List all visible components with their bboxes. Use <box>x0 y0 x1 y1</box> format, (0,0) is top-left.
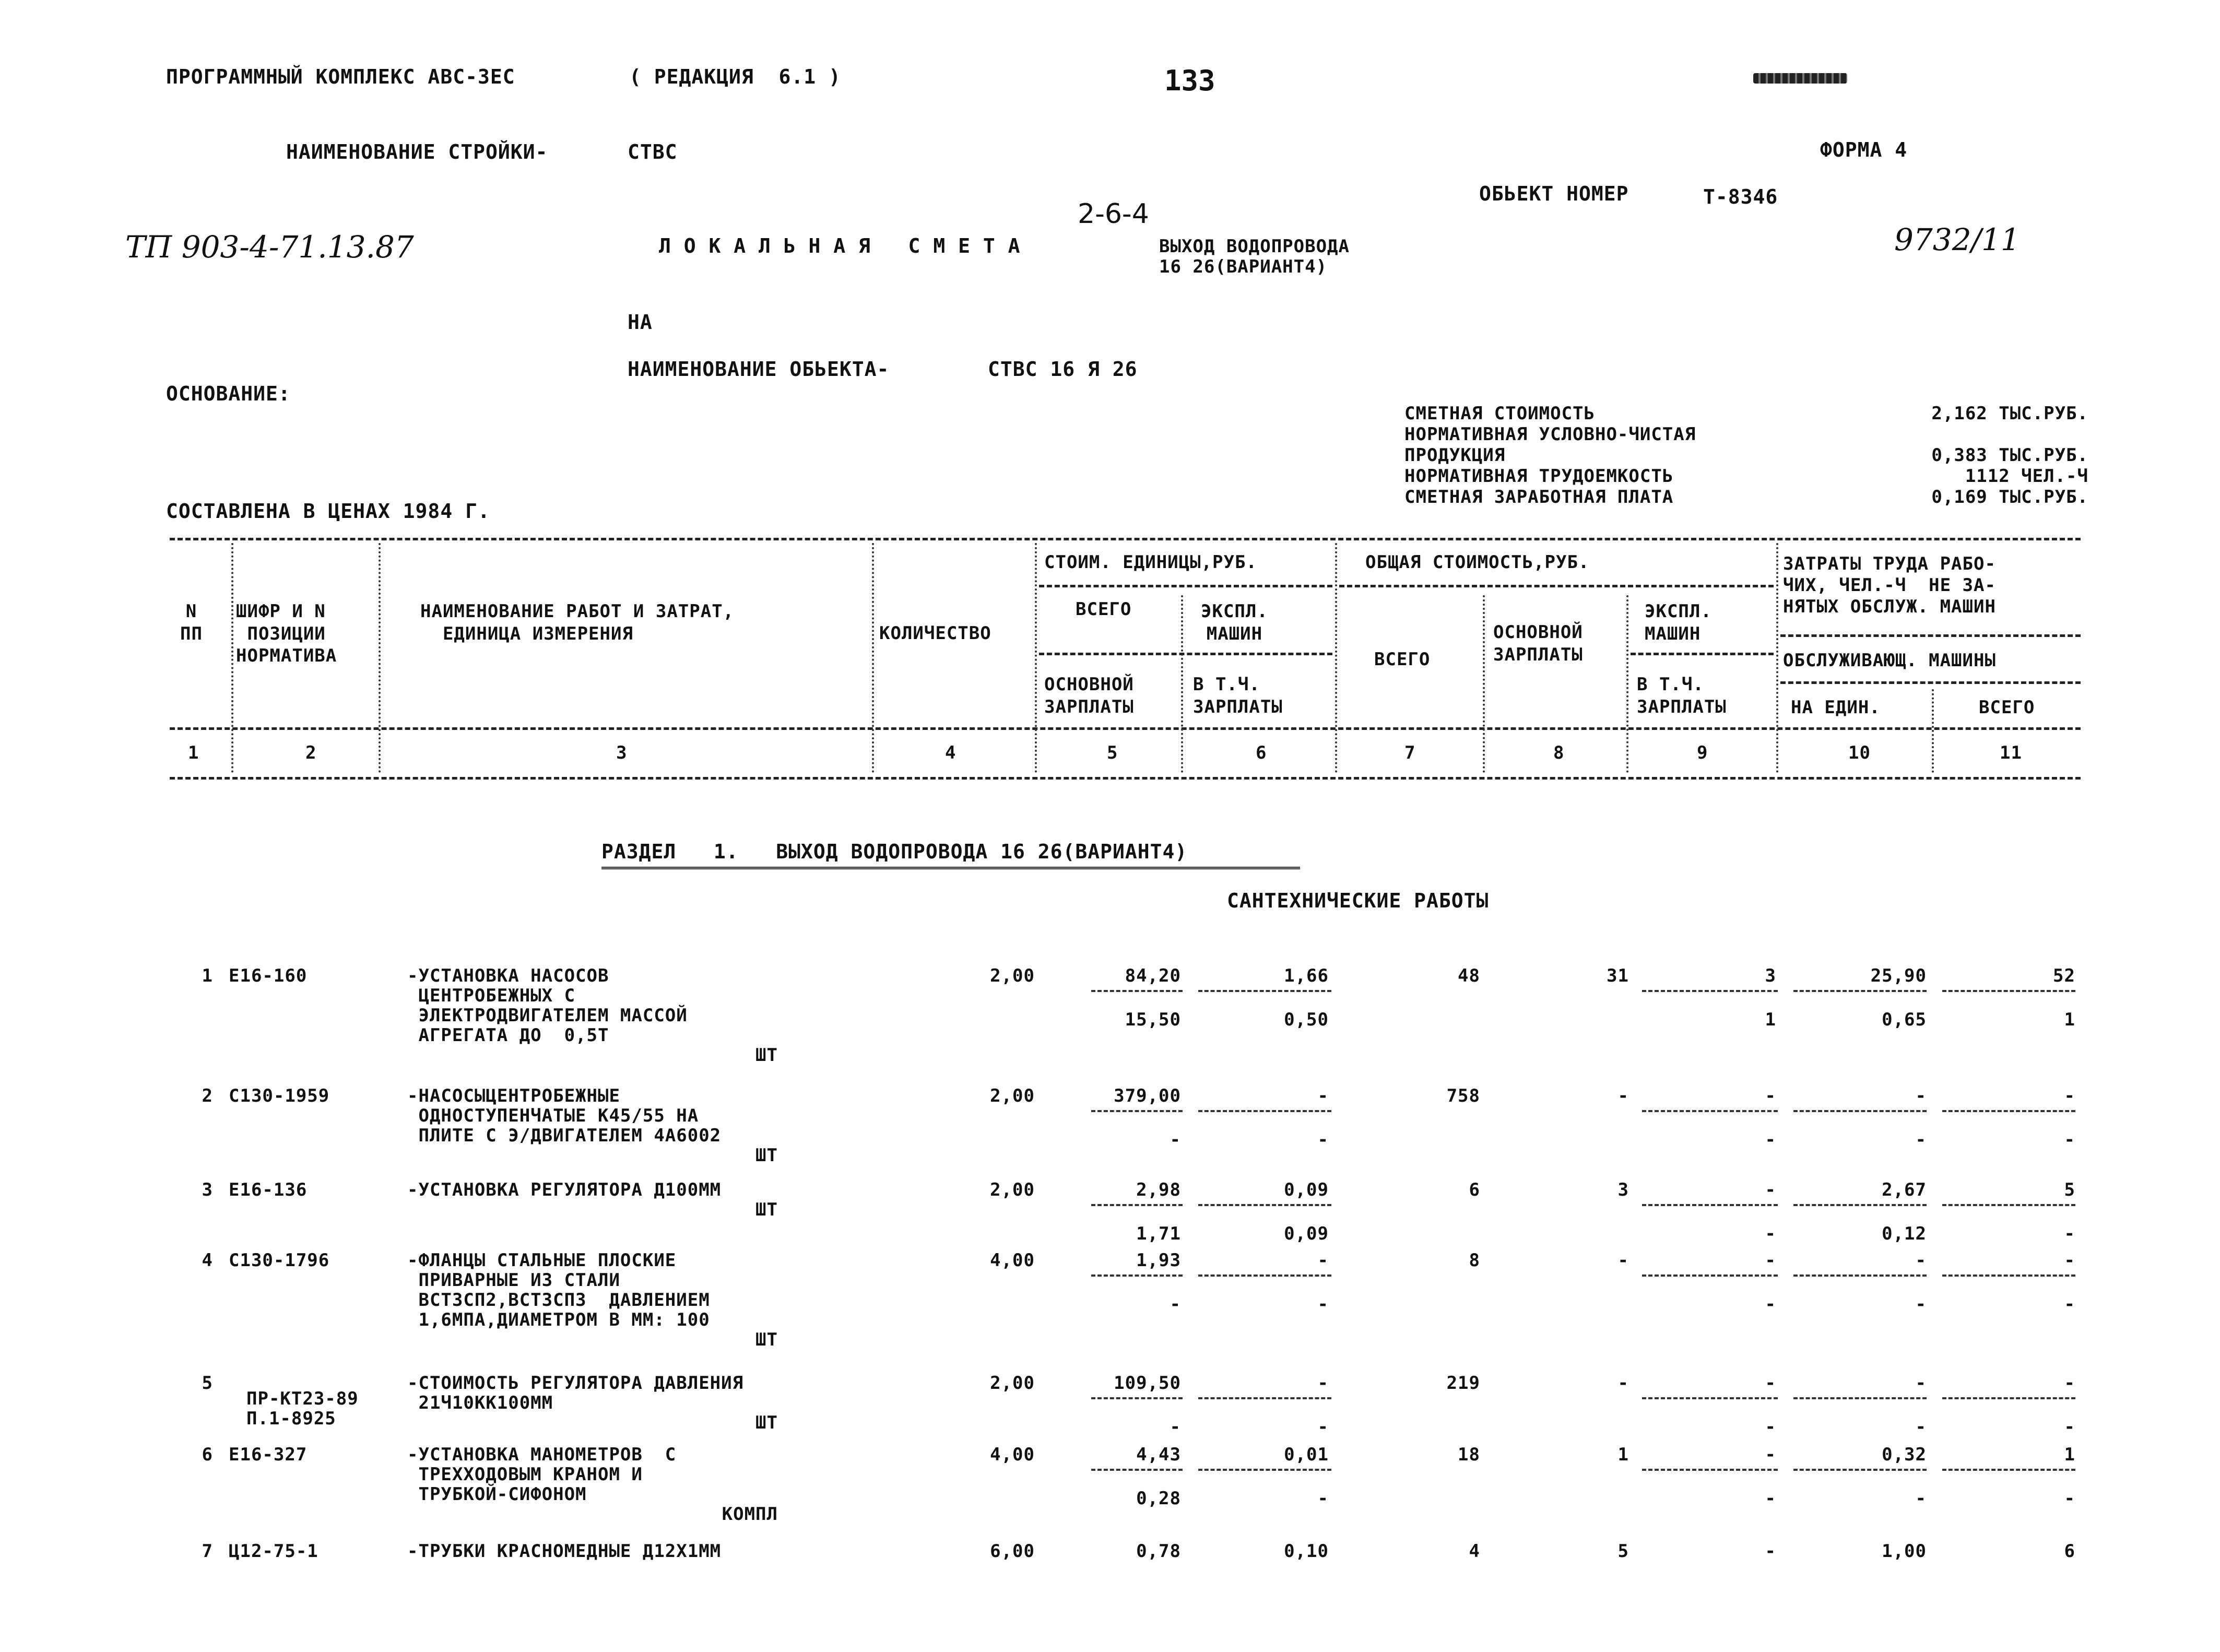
section-code: 2-6-4 <box>1078 198 1149 230</box>
row-name: -СТОИМОСТЬ РЕГУЛЯТОРА ДАВЛЕНИЯ 21Ч10КК100ММ <box>407 1373 744 1413</box>
row-machines: - <box>1765 1179 1776 1200</box>
summary-label: ПРОДУКЦИЯ <box>1404 445 1506 466</box>
summary-label: НОРМАТИВНАЯ УСЛОВНО-ЧИСТАЯ <box>1404 424 1696 445</box>
row-labor-total: 6 <box>2064 1541 2075 1562</box>
row-cell-underline <box>1091 1397 1183 1399</box>
row-cell-underline <box>1198 1110 1331 1112</box>
prices-note: СОСТАВЛЕНА В ЦЕНАХ 1984 Г. <box>166 500 490 523</box>
construction-value: СТВС <box>628 140 678 163</box>
row-unit-base-wage: - <box>1170 1294 1181 1315</box>
summary-label: СМЕТНАЯ ЗАРАБОТНАЯ ПЛАТА <box>1404 487 1674 508</box>
row-number: 2 <box>202 1085 213 1106</box>
row-incl-wage: - <box>1765 1294 1776 1315</box>
row-cell-underline <box>1091 1275 1183 1277</box>
column-number: 4 <box>945 742 957 763</box>
row-unit: ШТ <box>755 1199 778 1220</box>
row-number: 5 <box>202 1373 213 1394</box>
estimate-subject-1: ВЫХОД ВОДОПРОВОДА <box>1159 236 1350 257</box>
row-base-wage: 5 <box>1617 1541 1629 1562</box>
row-machines: - <box>1765 1444 1776 1465</box>
summary-block <box>1404 405 2088 509</box>
row-cell-underline <box>1091 1204 1183 1206</box>
row-name: -УСТАНОВКА НАСОСОВ ЦЕНТРОБЕЖНЫХ С ЭЛЕКТРОДВИГАТЕЛЕМ МАССОЙ АГРЕГАТА ДО 0,5Т <box>407 965 688 1046</box>
row-cell-underline <box>1198 990 1331 992</box>
row-cell-underline <box>1642 1204 1778 1206</box>
row-code: П.1-8925 <box>246 1408 336 1429</box>
total-machines-header: ЭКСПЛ. МАШИН <box>1645 601 1712 644</box>
row-unit-total: 109,50 <box>1114 1373 1181 1394</box>
row-base-wage: 3 <box>1617 1179 1629 1200</box>
column-number: 3 <box>616 742 628 763</box>
total-all-header: ВСЕГО <box>1374 649 1431 670</box>
row-cell-underline <box>1642 1110 1778 1112</box>
column-divider <box>1776 543 1778 773</box>
row-quantity: 2,00 <box>990 1179 1035 1200</box>
row-unit-base-wage: 1,71 <box>1136 1223 1181 1244</box>
unit-machines-header: ЭКСПЛ. МАШИН <box>1201 601 1268 644</box>
row-cell-underline <box>1942 990 2075 992</box>
row-labor-total: - <box>2064 1373 2075 1394</box>
row-labor-machine-unit: - <box>1915 1294 1927 1315</box>
column-number: 8 <box>1553 742 1565 763</box>
unit-total-header: ВСЕГО <box>1076 599 1132 620</box>
row-labor-total: - <box>2064 1085 2075 1106</box>
row-base-wage: - <box>1617 1250 1629 1271</box>
column-divider <box>1626 595 1628 773</box>
section-subtitle: САНТЕХНИЧЕСКИЕ РАБОТЫ <box>1227 889 1489 912</box>
page-number: 133 <box>1164 64 1215 97</box>
row-cell-underline <box>1198 1397 1331 1399</box>
row-quantity: 4,00 <box>990 1444 1035 1465</box>
total-incl-wage-header: В Т.Ч. ЗАРПЛАТЫ <box>1637 674 1727 717</box>
row-incl-wage: - <box>1765 1129 1776 1150</box>
row-unit-incl-wage: - <box>1317 1488 1329 1509</box>
row-incl-wage: - <box>1765 1223 1776 1244</box>
row-unit-incl-wage: - <box>1317 1294 1329 1315</box>
row-cell-underline <box>1642 1469 1778 1471</box>
row-labor-machine-unit: 0,65 <box>1882 1009 1927 1030</box>
form-number: ФОРМА 4 <box>1820 138 1908 161</box>
object-name-value: СТВС 16 Я 26 <box>988 358 1138 381</box>
header-bottom-rule <box>170 727 2081 730</box>
row-labor-unit: - <box>1915 1373 1927 1394</box>
row-cell-underline <box>1793 1397 1927 1399</box>
row-number: 4 <box>202 1250 213 1271</box>
row-total: 219 <box>1446 1373 1480 1394</box>
row-unit-machines: 0,09 <box>1284 1179 1329 1200</box>
row-cell-underline <box>1642 990 1778 992</box>
row-machines: - <box>1765 1085 1776 1106</box>
table-top-rule <box>170 538 2081 540</box>
row-name: -УСТАНОВКА РЕГУЛЯТОРА Д100ММ <box>407 1179 722 1200</box>
column-divider <box>1335 543 1337 773</box>
summary-row <box>1404 488 2088 509</box>
row-labor-total: 5 <box>2064 1179 2075 1200</box>
column-divider <box>1932 689 1934 773</box>
row-unit-total: 2,98 <box>1136 1179 1181 1200</box>
row-cell-underline <box>1198 1469 1331 1471</box>
row-machines: - <box>1765 1541 1776 1562</box>
row-code: С130-1959 <box>229 1085 330 1106</box>
row-quantity: 2,00 <box>990 1085 1035 1106</box>
row-total: 4 <box>1469 1541 1480 1562</box>
row-unit-incl-wage: 0,50 <box>1284 1009 1329 1030</box>
total-cost-group-rule <box>1339 585 1774 587</box>
labor-low-rule <box>1780 681 2081 684</box>
column-number: 11 <box>2000 742 2022 763</box>
column-divider <box>1035 543 1037 773</box>
row-unit: ШТ <box>755 1329 778 1350</box>
row-unit-base-wage: 15,50 <box>1125 1009 1181 1030</box>
row-number: 7 <box>202 1541 213 1562</box>
row-cell-underline <box>1942 1110 2075 1112</box>
row-quantity: 2,00 <box>990 1373 1035 1394</box>
column-divider <box>872 543 874 773</box>
row-code: Е16-327 <box>229 1444 308 1465</box>
row-unit-total: 84,20 <box>1125 965 1181 986</box>
construction-label: НАИМЕНОВАНИЕ СТРОЙКИ- <box>286 140 548 163</box>
summary-label: СМЕТНАЯ СТОИМОСТЬ <box>1404 403 1595 424</box>
row-unit-base-wage: - <box>1170 1417 1181 1437</box>
row-cell-underline <box>1793 1469 1927 1471</box>
row-base-wage: - <box>1617 1373 1629 1394</box>
column-number: 7 <box>1404 742 1416 763</box>
row-labor-unit: 1,00 <box>1882 1541 1927 1562</box>
row-cell-underline <box>1793 990 1927 992</box>
row-machines: - <box>1765 1250 1776 1271</box>
total-cost-group-header: ОБЩАЯ СТОИМОСТЬ,РУБ. <box>1365 552 1590 573</box>
row-cell-underline <box>1642 1397 1778 1399</box>
row-total: 18 <box>1458 1444 1480 1465</box>
row-code: Ц12-75-1 <box>229 1541 318 1562</box>
row-machines: 3 <box>1765 965 1776 986</box>
row-unit-machines: - <box>1317 1373 1329 1394</box>
row-labor-total: 52 <box>2053 965 2075 986</box>
row-labor-machine-total: - <box>2064 1488 2075 1509</box>
row-cell-underline <box>1793 1275 1927 1277</box>
row-name: -НАСОСЫЦЕНТРОБЕЖНЫЕ ОДНОСТУПЕНЧАТЫЕ К45/55 НА ПЛИТЕ С Э/ДВИГАТЕЛЕМ 4А6002 <box>407 1085 722 1146</box>
row-total: 48 <box>1458 965 1480 986</box>
ref-handwritten: 9732/11 <box>1894 222 2020 257</box>
row-base-wage: - <box>1617 1085 1629 1106</box>
row-unit: КОМПЛ <box>722 1504 778 1525</box>
row-labor-machine-unit: - <box>1915 1417 1927 1437</box>
total-base-wage-header: ОСНОВНОЙ ЗАРПЛАТЫ <box>1493 622 1583 665</box>
column-number: 9 <box>1697 742 1708 763</box>
col-name-header: НАИМЕНОВАНИЕ РАБОТ И ЗАТРАТ, ЕДИНИЦА ИЗМЕРЕНИЯ <box>420 601 735 644</box>
row-cell-underline <box>1942 1204 2075 1206</box>
row-unit-total: 4,43 <box>1136 1444 1181 1465</box>
column-number: 10 <box>1848 742 1871 763</box>
summary-row <box>1404 467 2088 488</box>
total-machines-mid-rule <box>1631 653 1774 655</box>
row-incl-wage: - <box>1765 1488 1776 1509</box>
program-name: ПРОГРАММНЫЙ КОМПЛЕКС АВС-ЗЕС <box>166 65 515 88</box>
tp-handwritten: ТП 903-4-71.13.87 <box>125 229 414 265</box>
row-cell-underline <box>1091 1469 1183 1471</box>
numbers-bottom-rule <box>170 777 2081 780</box>
on-label: НА <box>628 311 653 334</box>
unit-base-wage-header: ОСНОВНОЙ ЗАРПЛАТЫ <box>1044 674 1134 717</box>
object-name-label: НАИМЕНОВАНИЕ ОБЬЕКТА- <box>628 358 890 381</box>
unit-cost-group-rule <box>1039 585 1332 587</box>
row-labor-machine-total: - <box>2064 1223 2075 1244</box>
labor-unit-header: НА ЕДИН. <box>1791 697 1881 718</box>
column-divider <box>231 543 233 773</box>
row-number: 6 <box>202 1444 213 1465</box>
row-labor-machine-unit: 0,12 <box>1882 1223 1927 1244</box>
summary-row <box>1404 426 2088 446</box>
row-code: ПР-КТ23-89 <box>246 1388 359 1409</box>
row-code: Е16-160 <box>229 965 308 986</box>
row-unit: ШТ <box>755 1145 778 1166</box>
row-name: -ТРУБКИ КРАСНОМЕДНЫЕ Д12Х1ММ <box>407 1541 722 1562</box>
row-incl-wage: 1 <box>1765 1009 1776 1030</box>
row-cell-underline <box>1642 1275 1778 1277</box>
labor-total-header: ВСЕГО <box>1979 697 2035 718</box>
col-code-header: ШИФР И N ПОЗИЦИИ НОРМАТИВА <box>236 601 337 666</box>
summary-value: 0,383 ТЫС.РУБ. <box>1931 445 2088 466</box>
column-number: 1 <box>188 742 199 763</box>
row-number: 3 <box>202 1179 213 1200</box>
summary-value: 1112 ЧЕЛ.-Ч <box>1965 466 2088 487</box>
row-labor-unit: 25,90 <box>1870 965 1927 986</box>
summary-value: 0,169 ТЫС.РУБ. <box>1931 487 2088 508</box>
row-unit: ШТ <box>755 1045 778 1066</box>
row-labor-total: - <box>2064 1250 2075 1271</box>
row-cell-underline <box>1198 1204 1331 1206</box>
summary-row <box>1404 446 2088 467</box>
column-number: 5 <box>1107 742 1118 763</box>
row-quantity: 6,00 <box>990 1541 1035 1562</box>
row-labor-unit: - <box>1915 1250 1927 1271</box>
row-unit-base-wage: 0,28 <box>1136 1488 1181 1509</box>
row-labor-machine-total: - <box>2064 1294 2075 1315</box>
row-base-wage: 1 <box>1617 1444 1629 1465</box>
row-unit-incl-wage: - <box>1317 1129 1329 1150</box>
row-unit-incl-wage: - <box>1317 1417 1329 1437</box>
row-unit-machines: - <box>1317 1085 1329 1106</box>
row-labor-unit: 2,67 <box>1882 1179 1927 1200</box>
row-unit-total: 379,00 <box>1114 1085 1181 1106</box>
summary-value: 2,162 ТЫС.РУБ. <box>1931 403 2088 424</box>
row-unit-machines: 0,01 <box>1284 1444 1329 1465</box>
row-number: 1 <box>202 965 213 986</box>
row-cell-underline <box>1793 1204 1927 1206</box>
object-number-value: Т-8346 <box>1703 185 1778 208</box>
row-name: -УСТАНОВКА МАНОМЕТРОВ С ТРЕХХОДОВЫМ КРАНОМ И ТРУБКОЙ-СИФОНОМ <box>407 1444 677 1505</box>
row-cell-underline <box>1942 1275 2075 1277</box>
row-unit-total: 1,93 <box>1136 1250 1181 1271</box>
section-title-underline <box>601 867 1300 871</box>
row-labor-unit: - <box>1915 1085 1927 1106</box>
column-divider <box>1483 595 1485 773</box>
row-cell-underline <box>1942 1469 2075 1471</box>
labor-group-header: ЗАТРАТЫ ТРУДА РАБО- ЧИХ, ЧЕЛ.-Ч НЕ ЗА- НЯТЫХ ОБСЛУЖ. МАШИН <box>1783 553 1996 617</box>
estimate-title: Л О К А Л Ь Н А Я С М Е Т А <box>659 234 1021 257</box>
row-cell-underline <box>1793 1110 1927 1112</box>
row-unit-total: 0,78 <box>1136 1541 1181 1562</box>
unit-incl-wage-header: В Т.Ч. ЗАРПЛАТЫ <box>1193 674 1283 717</box>
object-number-label: ОБЬЕКТ НОМЕР <box>1479 182 1629 205</box>
row-cell-underline <box>1091 990 1183 992</box>
basis-label: ОСНОВАНИЕ: <box>166 382 291 405</box>
row-labor-machine-unit: - <box>1915 1488 1927 1509</box>
row-quantity: 4,00 <box>990 1250 1035 1271</box>
section-title: РАЗДЕЛ 1. ВЫХОД ВОДОПРОВОДА 16 26(ВАРИАНТ4) <box>601 840 1188 863</box>
row-unit-base-wage: - <box>1170 1129 1181 1150</box>
row-unit: ШТ <box>755 1412 778 1433</box>
row-labor-total: 1 <box>2064 1444 2075 1465</box>
estimate-subject-2: 16 26(ВАРИАНТ4) <box>1159 256 1328 277</box>
row-labor-unit: 0,32 <box>1882 1444 1927 1465</box>
summary-label: НОРМАТИВНАЯ ТРУДОЕМКОСТЬ <box>1404 466 1674 487</box>
column-divider <box>379 543 381 773</box>
row-unit-incl-wage: 0,09 <box>1284 1223 1329 1244</box>
labor-mid-rule <box>1780 634 2081 637</box>
column-number: 6 <box>1256 742 1267 763</box>
col-number-header: N ПП <box>180 601 203 644</box>
row-total: 758 <box>1446 1085 1480 1106</box>
row-machines: - <box>1765 1373 1776 1394</box>
row-cell-underline <box>1198 1275 1331 1277</box>
row-total: 8 <box>1469 1250 1480 1271</box>
unit-cost-group-header: СТОИМ. ЕДИНИЦЫ,РУБ. <box>1044 552 1257 573</box>
row-unit-machines: 1,66 <box>1284 965 1329 986</box>
row-name: -ФЛАНЦЫ СТАЛЬНЫЕ ПЛОСКИЕ ПРИВАРНЫЕ ИЗ СТАЛИ ВСТ3СП2,ВСТ3СП3 ДАВЛЕНИЕМ 1,6МПА,ДИАМЕТРОМ В ММ: 100 <box>407 1250 710 1330</box>
row-cell-underline <box>1091 1110 1183 1112</box>
summary-row <box>1404 405 2088 426</box>
row-unit-machines: 0,10 <box>1284 1541 1329 1562</box>
column-number: 2 <box>305 742 317 763</box>
row-cell-underline <box>1942 1397 2075 1399</box>
edition: ( РЕДАКЦИЯ 6.1 ) <box>629 65 841 88</box>
row-code: С130-1796 <box>229 1250 330 1271</box>
row-labor-machine-total: - <box>2064 1129 2075 1150</box>
row-unit-machines: - <box>1317 1250 1329 1271</box>
row-base-wage: 31 <box>1607 965 1629 986</box>
column-divider <box>1181 595 1183 773</box>
col-quantity-header: КОЛИЧЕСТВО <box>879 623 991 644</box>
unit-cost-mid-rule <box>1039 653 1332 655</box>
row-code: Е16-136 <box>229 1179 308 1200</box>
labor-machine-header: ОБСЛУЖИВАЮЩ. МАШИНЫ <box>1783 650 1996 671</box>
row-labor-machine-total: - <box>2064 1417 2075 1437</box>
crossed-out-stamp <box>1753 73 1847 84</box>
row-quantity: 2,00 <box>990 965 1035 986</box>
row-labor-machine-total: 1 <box>2064 1009 2075 1030</box>
row-total: 6 <box>1469 1179 1480 1200</box>
row-labor-machine-unit: - <box>1915 1129 1927 1150</box>
row-incl-wage: - <box>1765 1417 1776 1437</box>
